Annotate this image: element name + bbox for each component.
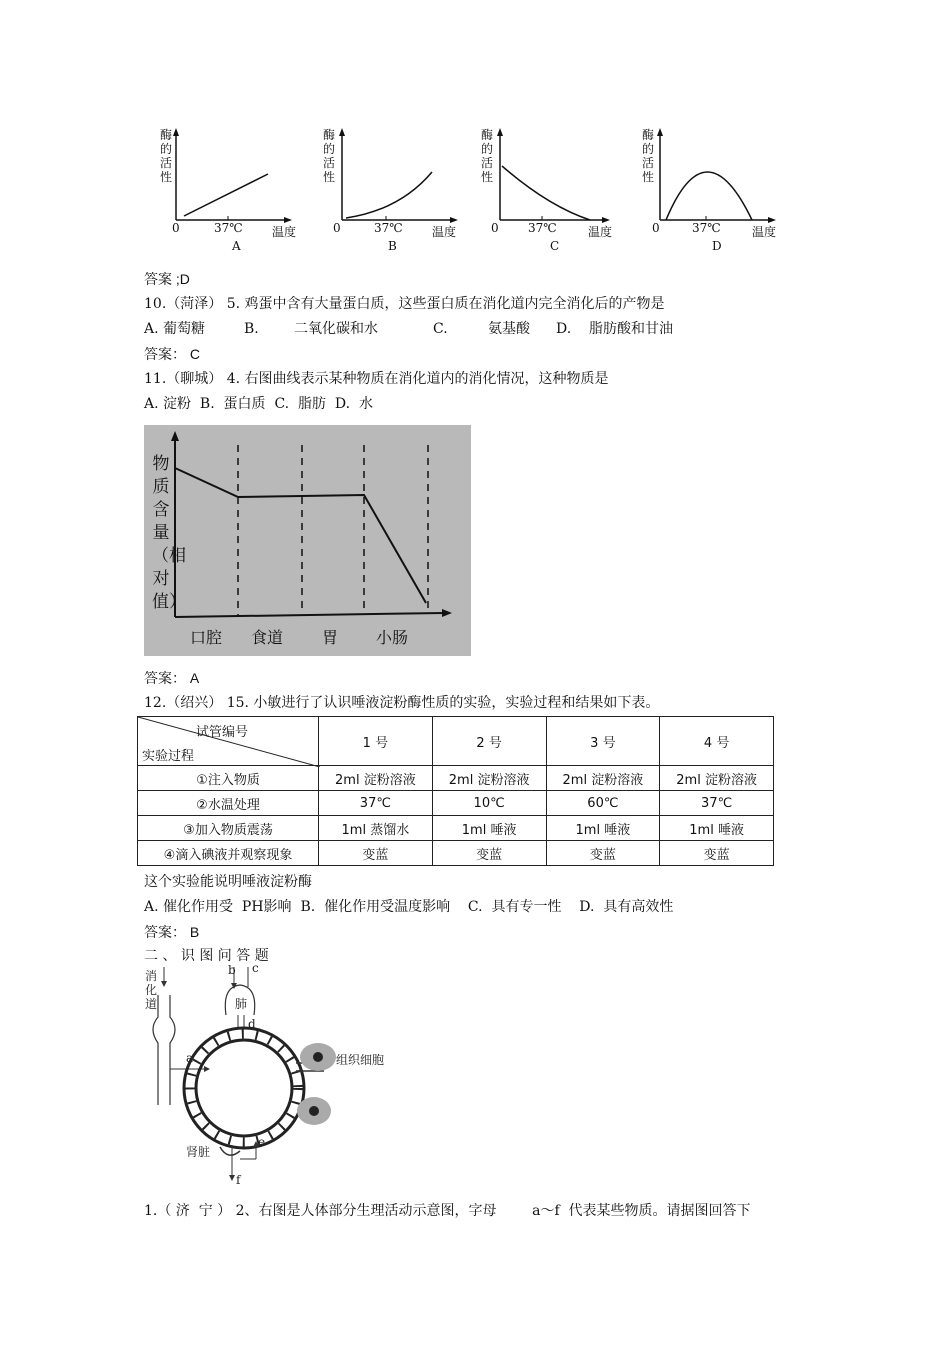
graph-d-letter: D (712, 239, 722, 253)
table-cell: 1ml 唾液 (660, 816, 774, 841)
table-cell: 变蓝 (546, 841, 660, 866)
table-cell: 1ml 唾液 (432, 816, 546, 841)
graph-b-letter: B (388, 239, 397, 253)
label-c: c (252, 961, 259, 975)
table-cell: 2ml 淀粉溶液 (660, 766, 774, 791)
q12-options: A. 催化作用受 PH影响 B. 催化作用受温度影响 C. 具有专一性 D. 具有高效性 (144, 899, 674, 915)
q10-stem: 10.（菏泽） 5. 鸡蛋中含有大量蛋白质，这些蛋白质在消化道内完全消化后的产物是 (144, 296, 665, 312)
row-label: ①注入物质 (138, 766, 319, 791)
table-cell: 60℃ (546, 791, 660, 816)
table-cell: 1ml 蒸馏水 (319, 816, 433, 841)
q10-option-a: A. 葡萄糖 (144, 321, 206, 337)
label-e: e (258, 1135, 266, 1149)
table-cell: 37℃ (319, 791, 433, 816)
q10-option-c: 氨基酸 (488, 321, 530, 337)
region-small-intestine: 小肠 (376, 628, 409, 647)
table-cell: 1ml 唾液 (546, 816, 660, 841)
q10-option-d-letter: D. (556, 321, 572, 337)
graph-c (478, 124, 628, 259)
graph-a-tick: 37℃ (214, 221, 243, 235)
table-header-row (138, 717, 774, 766)
region-esophagus: 食道 (251, 628, 284, 647)
table-row (138, 766, 774, 791)
digestion-curve-svg (144, 425, 471, 656)
q11-stem: 11.（聊城） 4. 右图曲线表示某种物质在消化道内的消化情况，这种物质是 (144, 371, 609, 387)
graph-d-tick: 37℃ (692, 221, 721, 235)
table-row (138, 841, 774, 866)
table-corner-cell (138, 717, 319, 766)
graph-d-origin: 0 (652, 221, 660, 235)
label-d: d (248, 1017, 256, 1031)
graph-b-tick: 37℃ (374, 221, 403, 235)
graph-b-ylabel: 酶的活性 (323, 128, 336, 184)
label-tissue-cells: 组织细胞 (336, 1053, 385, 1067)
table-cell: 2ml 淀粉溶液 (319, 766, 433, 791)
label-kidney: 肾脏 (186, 1145, 211, 1159)
graph-a-ylabel: 酶的活性 (160, 128, 173, 184)
q12-conclusion: 这个实验能说明唾液淀粉酶 (144, 874, 312, 890)
graph-c-tick: 37℃ (528, 221, 557, 235)
graph-a (158, 124, 308, 259)
graph-d-ylabel: 酶的活性 (642, 128, 655, 184)
table-header: 4 号 (660, 717, 774, 766)
q10-option-b: 二氧化碳和水 (294, 321, 378, 337)
graph-c-ylabel: 酶的活性 (481, 128, 494, 184)
graph-c-letter: C (550, 239, 560, 253)
section2-title: 二 、 识 图 问 答 题 (144, 948, 269, 964)
q12-answer: 答案： B (144, 924, 200, 940)
q10-option-d: 脂肪酸和甘油 (589, 321, 673, 337)
graph-d-xlabel: 温度 (752, 225, 777, 239)
table-cell: 变蓝 (660, 841, 774, 866)
q10-answer: 答案： C (144, 346, 200, 362)
table-cell: 37℃ (660, 791, 774, 816)
table-cell: 变蓝 (432, 841, 546, 866)
corner-top-label: 试管编号 (196, 725, 249, 740)
table-header: 2 号 (432, 717, 546, 766)
table-row (138, 791, 774, 816)
graph-c-curve (502, 166, 590, 220)
graph-a-origin: 0 (172, 221, 180, 235)
table-cell: 10℃ (432, 791, 546, 816)
row-label: ②水温处理 (138, 791, 319, 816)
graph-a-curve (184, 174, 268, 216)
corner-bottom-label: 实验过程 (142, 749, 195, 764)
table-cell: 2ml 淀粉溶液 (546, 766, 660, 791)
q11-options: A. 淀粉 B. 蛋白质 C. 脂肪 D. 水 (144, 396, 373, 412)
row-label: ③加入物质震荡 (138, 816, 319, 841)
table-row (138, 816, 774, 841)
q10-option-b-letter: B. (244, 321, 259, 337)
physiology-diagram-svg (144, 965, 404, 1195)
q12-stem: 12.（绍兴） 15. 小敏进行了认识唾液淀粉酶性质的实验，实验过程和结果如下表。 (144, 695, 660, 711)
label-b: b (228, 963, 236, 977)
section2-q1: 1.（ 济 宁 ） 2、右图是人体部分生理活动示意图，字母 a～f 代表某些物质。请据图回答下 (144, 1203, 751, 1219)
region-stomach: 胃 (322, 628, 339, 647)
q9-answer: 答案 ;D (144, 271, 190, 287)
label-digestive-tract: 消化道 (145, 969, 158, 1011)
q11-answer: 答案： A (144, 670, 200, 686)
label-lung: 肺 (235, 997, 248, 1011)
q10-option-c-letter: C. (433, 321, 448, 337)
graph-a-xlabel: 温度 (272, 225, 297, 239)
q10-options (144, 320, 704, 338)
label-a: a (186, 1051, 194, 1065)
graph-b (320, 124, 470, 259)
graph-d (640, 124, 790, 259)
graph-c-origin: 0 (491, 221, 499, 235)
table-header: 3 号 (546, 717, 660, 766)
digestion-curve-line (175, 468, 426, 603)
graph-d-curve (666, 172, 752, 220)
graph-c-xlabel: 温度 (588, 225, 613, 239)
region-mouth: 口腔 (190, 628, 223, 647)
experiment-table (137, 716, 774, 866)
graph-b-origin: 0 (333, 221, 341, 235)
label-f: f (236, 1173, 241, 1187)
table-header: 1 号 (319, 717, 433, 766)
table-cell: 2ml 淀粉溶液 (432, 766, 546, 791)
graph-b-xlabel: 温度 (432, 225, 457, 239)
graph-b-curve (346, 172, 432, 218)
table-cell: 变蓝 (319, 841, 433, 866)
digestion-chart-ylabel: 物质含量（相对值） (152, 454, 186, 612)
graph-a-letter: A (232, 239, 241, 253)
row-label: ④滴入碘液并观察现象 (138, 841, 319, 866)
physiology-diagram (144, 961, 404, 1195)
digestion-curve-chart (144, 425, 471, 656)
